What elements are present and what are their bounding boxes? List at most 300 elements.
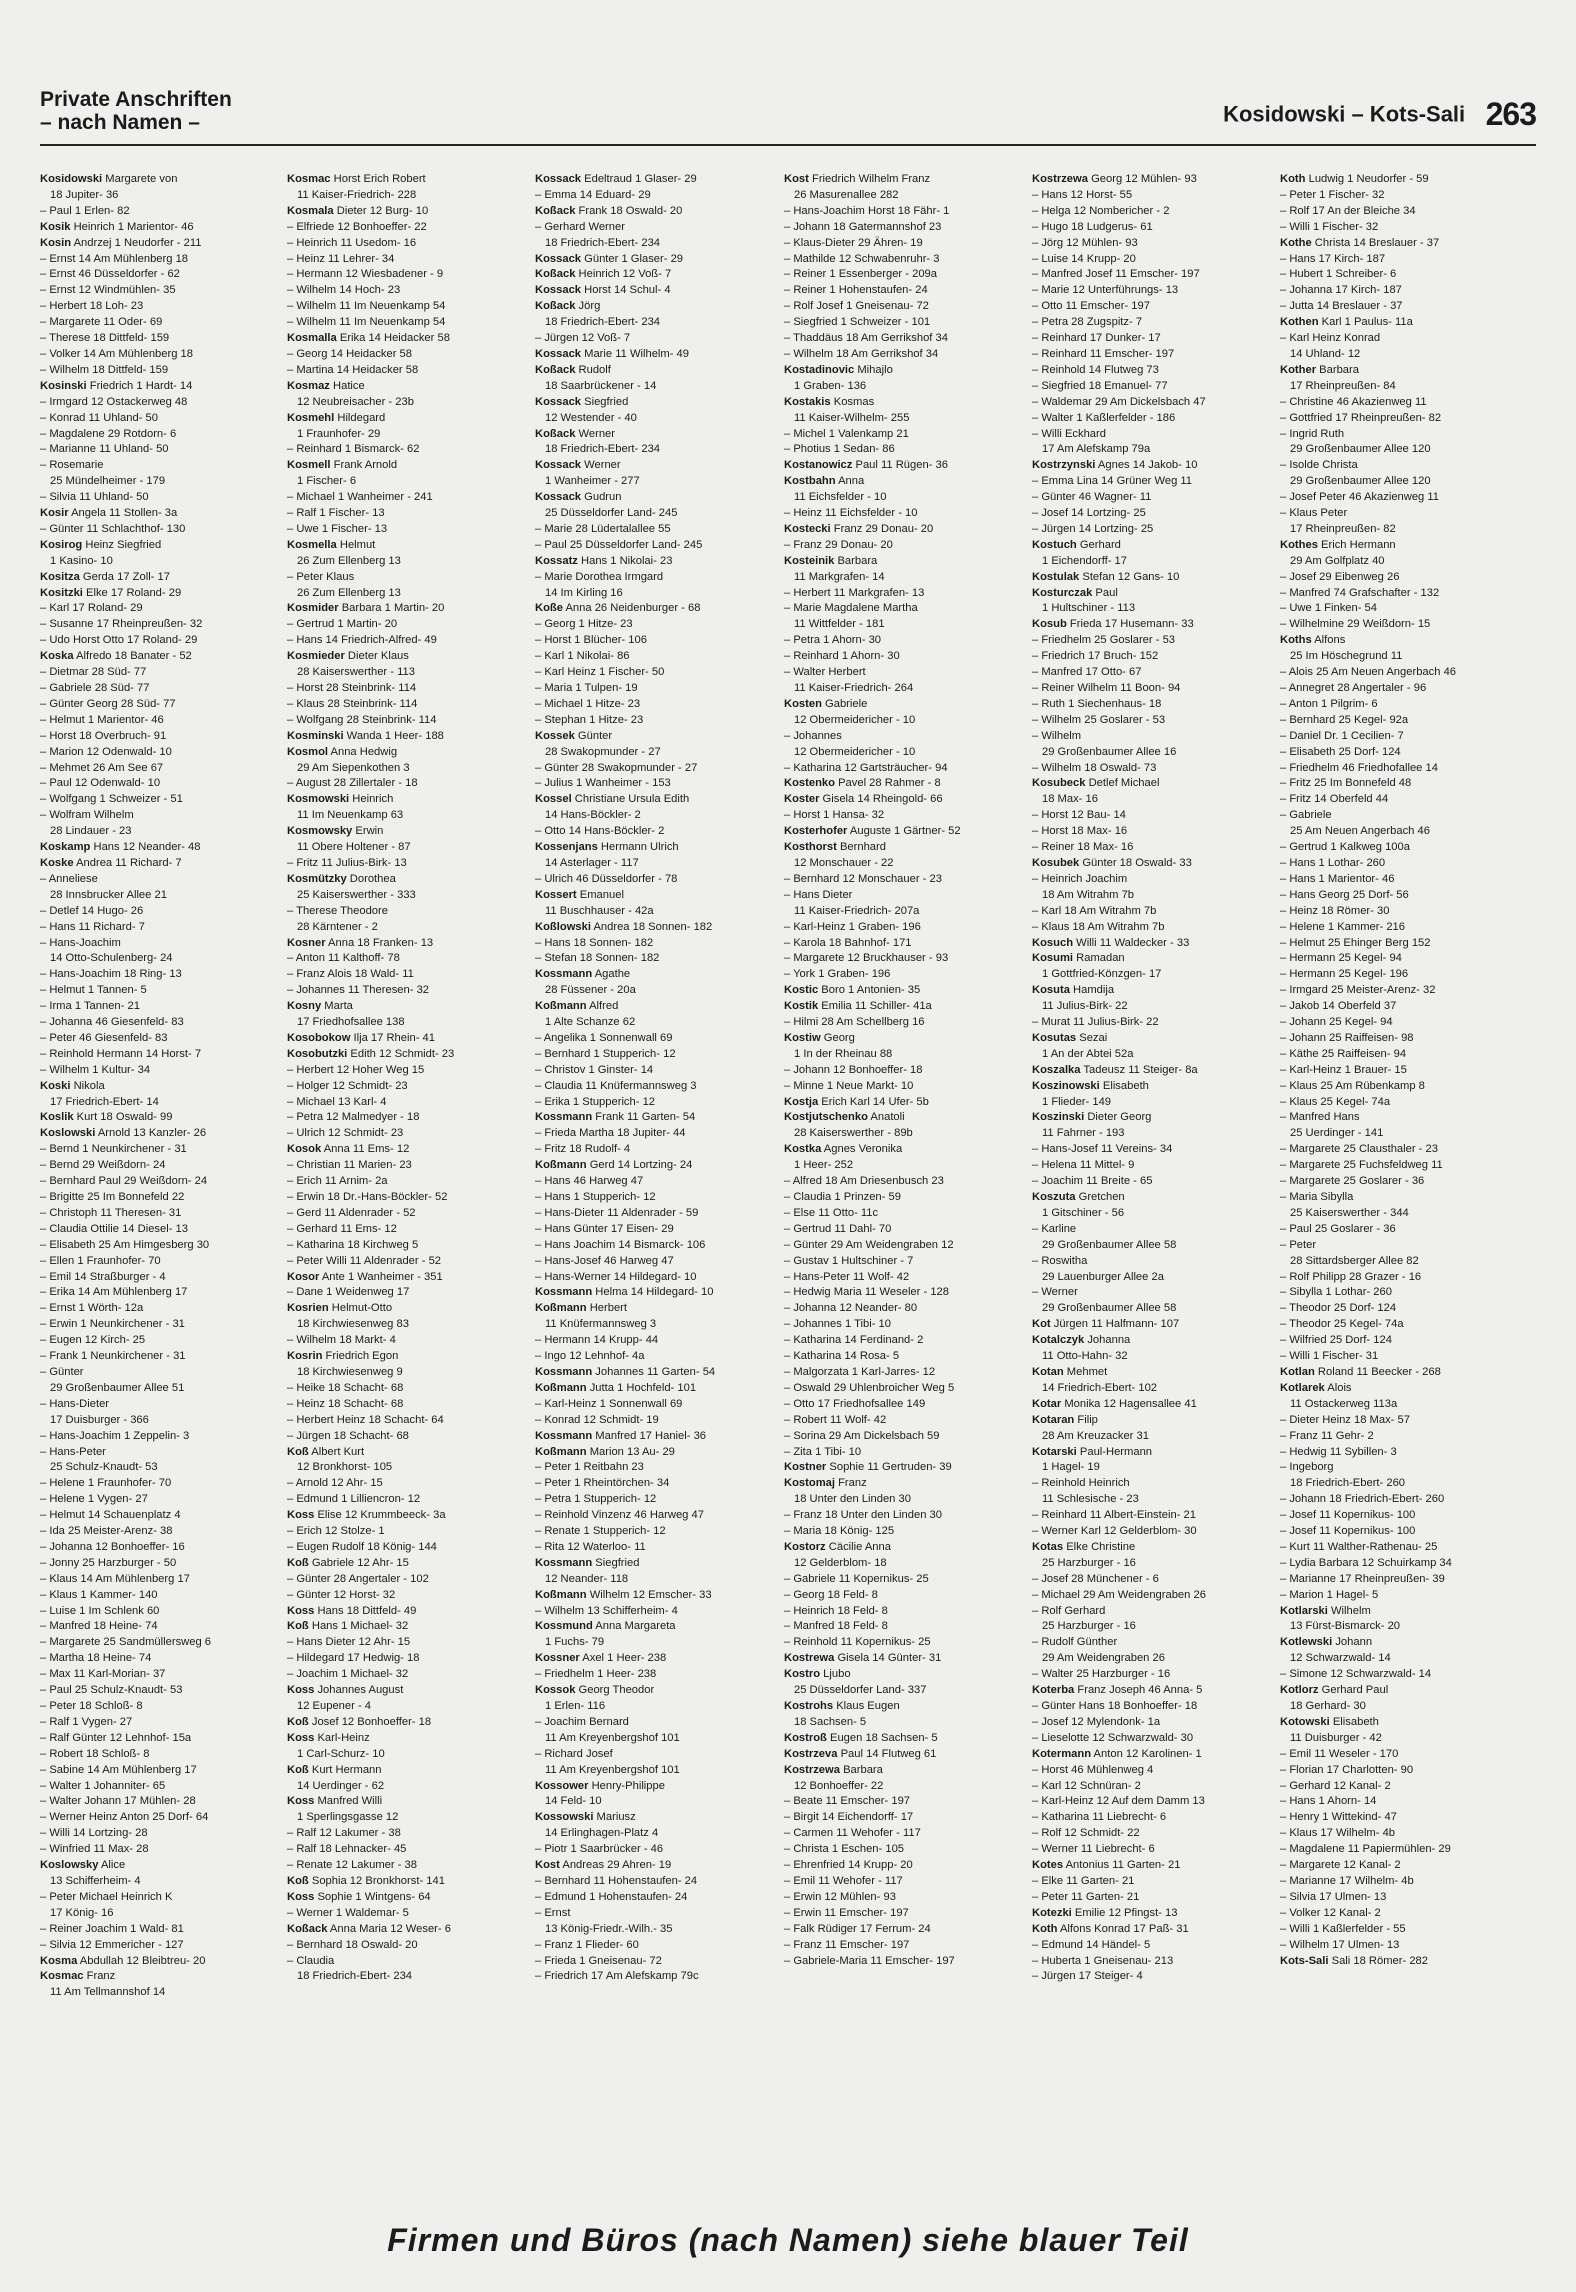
entry-line: – Gertrud 1 Kalkweg 100a [1280, 841, 1410, 854]
entry-line: – Brigitte 25 Im Bonnefeld 22 [40, 1191, 185, 1203]
entry-line: Kosirog Heinz Siegfried [40, 538, 162, 551]
entry-line: – Willi Eckhard [1032, 427, 1106, 440]
entry-line: – Reinhold Vinzenz 46 Harweg 47 [535, 1509, 704, 1522]
entry-line: Koßack Jörg [535, 300, 601, 313]
entry-line: – Helmut 14 Schauenplatz 4 [40, 1509, 181, 1522]
entry-line: – Renate 1 Stupperich- 12 [535, 1525, 666, 1538]
entry-line: Kost Andreas 29 Ahren- 19 [535, 1859, 672, 1872]
entry-line: – Wilhelmine 29 Weißdorn- 15 [1280, 618, 1431, 631]
entry-line: Koßmann Marion 13 Au- 29 [535, 1445, 675, 1458]
entry-line: Koss Sophie 1 Wintgens- 64 [287, 1890, 431, 1903]
entry-line: 28 Kaiserswerther - 89b [794, 1127, 913, 1140]
entry-line: Koßack Frank 18 Oswald- 20 [535, 204, 683, 217]
entry-line: – Lydia Barbara 12 Schuirkamp 34 [1280, 1556, 1452, 1569]
entry-line: – Simone 12 Schwarzwald- 14 [1280, 1668, 1432, 1681]
entry-line: – Reiner 18 Max- 16 [1032, 841, 1134, 854]
entry-line: 25 Schulz-Knaudt- 53 [50, 1461, 158, 1474]
entry-line: – Wilhelm 18 Markt- 4 [287, 1334, 396, 1347]
entry-line: Koß Josef 12 Bonhoeffer- 18 [287, 1715, 432, 1728]
entry-line: – Wilhelm 11 Im Neuenkamp 54 [287, 300, 446, 313]
entry-line: Koßack Anna Maria 12 Weser- 6 [287, 1922, 451, 1935]
entry-line: 11 Wittfelder - 181 [794, 618, 885, 631]
entry-line: – Edmund 14 Händel- 5 [1032, 1938, 1151, 1951]
entry-line: 28 Füssener - 20a [545, 984, 636, 997]
entry-line: 18 Friedrich-Ebert- 234 [297, 1970, 413, 1983]
entry-line: Kostro Ljubo [784, 1668, 851, 1681]
entry-line: 28 Kärntener - 2 [297, 920, 378, 933]
entry-line: – Manfred Hans [1280, 1111, 1360, 1124]
entry-line: – Günter 12 Horst- 32 [287, 1588, 396, 1601]
entry-line: Kosrien Helmut-Otto [287, 1302, 393, 1315]
entry-line: 11 Fahrner - 193 [1042, 1127, 1125, 1140]
entry-line: – Hans 1 Lothar- 260 [1280, 856, 1386, 869]
entry-line: – Carmen 11 Wehofer - 117 [784, 1827, 921, 1840]
entry-line: Koths Alfons [1280, 634, 1346, 647]
entry-line: – Erika 14 Am Mühlenberg 17 [40, 1286, 188, 1299]
entry-line: 25 Kaiserswerther - 344 [1290, 1206, 1409, 1219]
entry-line: – Ralf Günter 12 Lehnhof- 15a [40, 1731, 192, 1744]
entry-line: Koskamp Hans 12 Neander- 48 [40, 841, 201, 854]
entry-line: – Hans 11 Richard- 7 [40, 920, 145, 933]
entry-line: – Hermann 12 Wiesbadener - 9 [287, 268, 444, 281]
entry-line: – Hedwig Maria 11 Weseler - 128 [784, 1286, 949, 1299]
entry-line: 1 Carl-Schurz- 10 [297, 1747, 385, 1760]
entry-line: – Arnold 12 Ahr- 15 [287, 1477, 383, 1490]
entry-line: – Rolf Josef 1 Gneisenau- 72 [784, 300, 929, 313]
entry-line: 11 Otto-Hahn- 32 [1042, 1350, 1128, 1363]
entry-line: 11 Knüfermannsweg 3 [545, 1318, 657, 1331]
entry-line: – Wolfram Wilhelm [40, 809, 134, 822]
entry-line: – Isolde Christa [1280, 459, 1358, 472]
entry-line: 29 Lauenburger Allee 2a [1042, 1270, 1164, 1283]
entry-line: – Luise 1 Im Schlenk 60 [40, 1604, 160, 1617]
entry-line: – Edmund 1 Lilliencron- 12 [287, 1493, 421, 1506]
entry-line: 11 Schlesische - 23 [1042, 1493, 1139, 1506]
entry-line: – Helga 12 Nombericher - 2 [1032, 204, 1170, 217]
entry-line: – Josef 28 Münchener - 6 [1032, 1572, 1159, 1585]
entry-line: – Josef 29 Eibenweg 26 [1280, 570, 1400, 583]
entry-line: – Hans 46 Harweg 47 [535, 1175, 644, 1188]
entry-line: – Wilhelm 14 Hoch- 23 [287, 284, 401, 297]
entry-line: – Horst 18 Max- 16 [1032, 825, 1128, 838]
entry-line: 14 Asterlager - 117 [545, 856, 639, 869]
entry-line: – Hans-Joachim [40, 936, 121, 949]
entry-line: Kostbahn Anna [784, 475, 865, 488]
entry-line: – Margarete 11 Oder- 69 [40, 316, 163, 329]
entry-line: – Bernhard 25 Kegel- 92a [1280, 713, 1409, 726]
entry-line: 18 Friedrich-Ebert- 234 [545, 236, 661, 249]
entry-line: Kosmützky Dorothea [287, 872, 396, 885]
entry-line: Kostuch Gerhard [1032, 538, 1121, 551]
entry-line: Kotlewski Johann [1280, 1636, 1373, 1649]
entry-line: – Willi 14 Lortzing- 28 [40, 1827, 148, 1840]
entry-line: – Klaus 25 Am Rübenkamp 8 [1280, 1079, 1425, 1092]
entry-line: – Maria 18 König- 125 [784, 1525, 895, 1538]
entry-line: – Johann 25 Kegel- 94 [1280, 1016, 1393, 1029]
entry-line: – Klaus 18 Am Witrahm 7b [1032, 920, 1165, 933]
directory-column [1032, 172, 1270, 2202]
entry-line: Kosub Frieda 17 Husemann- 33 [1032, 618, 1194, 631]
entry-line: – Johannes [784, 729, 842, 742]
entry-line: Koßmann Gerd 14 Lortzing- 24 [535, 1159, 693, 1172]
entry-line: Kosmowsky Erwin [287, 825, 384, 838]
entry-line: – Reiner 1 Essenberger - 209a [784, 268, 937, 281]
entry-line: Kosmac Franz [40, 1970, 116, 1983]
entry-line: – Michael 13 Karl- 4 [287, 1095, 387, 1108]
entry-line: – Wilhelm 18 Dittfeld- 159 [40, 363, 169, 376]
entry-line: – Marianne 17 Rheinpreußen- 39 [1280, 1572, 1445, 1585]
entry-line: – Christian 11 Marien- 23 [287, 1159, 412, 1172]
entry-line: – Therese 18 Dittfeld- 159 [40, 332, 170, 345]
entry-line: – Murat 11 Julius-Birk- 22 [1032, 1016, 1159, 1029]
entry-line: – Margarete 25 Fuchsfeldweg 11 [1280, 1159, 1443, 1172]
entry-line: – Jutta 14 Breslauer - 37 [1280, 300, 1403, 313]
entry-line: Kostner Sophie 11 Gertruden- 39 [784, 1461, 952, 1474]
entry-line: Koszalka Tadeusz 11 Steiger- 8a [1032, 1063, 1198, 1076]
entry-line: 12 Schwarzwald- 14 [1290, 1652, 1391, 1665]
entry-line: – Falk Rüdiger 17 Ferrum- 24 [784, 1922, 931, 1935]
entry-line: Kosumi Ramadan [1032, 952, 1125, 965]
entry-line: Kostrohs Klaus Eugen [784, 1700, 900, 1712]
name-range: Kosidowski – Kots-Sali [1223, 101, 1466, 127]
entry-line: 1 Gottfried-Könzgen- 17 [1042, 968, 1162, 981]
entry-line: Kosin Andrzej 1 Neudorfer - 211 [40, 236, 202, 249]
entry-line: Kostiw Georg [784, 1031, 855, 1044]
entry-line: – Herbert 18 Loh- 23 [40, 300, 144, 313]
entry-line: Koß Kurt Hermann [287, 1763, 382, 1776]
entry-line: – Jürgen 14 Lortzing- 25 [1032, 522, 1154, 535]
entry-line: 25 Harzburger - 16 [1042, 1620, 1136, 1633]
entry-line: – Mehmet 26 Am See 67 [40, 761, 164, 774]
entry-line: – Gerd 11 Aldenrader - 52 [287, 1206, 416, 1219]
entry-line: Koster Gisela 14 Rheingold- 66 [784, 793, 943, 806]
directory-column [784, 172, 1022, 2202]
entry-line: 29 Großenbaumer Allee 58 [1042, 1302, 1177, 1315]
entry-line: – Friedhelm 1 Heer- 238 [535, 1668, 657, 1681]
entry-line: – Hans Georg 25 Dorf- 56 [1280, 888, 1409, 901]
entry-line: – Georg 14 Heidacker 58 [287, 347, 413, 360]
entry-line: – Claudia Ottilie 14 Diesel- 13 [40, 1222, 188, 1235]
entry-line: – Therese Theodore [287, 904, 388, 917]
entry-line: Koslowsky Alice [40, 1859, 126, 1872]
entry-line: – Johann 18 Friedrich-Ebert- 260 [1280, 1493, 1445, 1506]
entry-line: – Ernst 12 Windmühlen- 35 [40, 284, 176, 297]
entry-line: – Karl 17 Roland- 29 [40, 602, 143, 615]
entry-line: – Silvia 17 Ulmen- 13 [1280, 1890, 1387, 1903]
entry-line: Kossmann Johannes 11 Garten- 54 [535, 1365, 716, 1378]
entry-line: – Kurt 11 Walther-Rathenau- 25 [1280, 1540, 1438, 1553]
entry-line: – Herbert Heinz 18 Schacht- 64 [287, 1413, 444, 1426]
entry-line: – Dietmar 28 Süd- 77 [40, 666, 147, 679]
entry-line: 14 Erlinghagen-Platz 4 [545, 1827, 659, 1840]
entry-line: – Michael 1 Hitze- 23 [535, 697, 641, 710]
entry-line: – Emil 11 Weseler - 170 [1280, 1747, 1399, 1760]
entry-line: – Ehrenfried 14 Krupp- 20 [784, 1859, 913, 1872]
entry-line: – Minne 1 Neue Markt- 10 [784, 1079, 914, 1092]
entry-line: – Jürgen 18 Schacht- 68 [287, 1429, 409, 1442]
entry-line: – Hans 17 Kirch- 187 [1280, 252, 1386, 265]
entry-line: 25 Uerdinger - 141 [1290, 1127, 1384, 1140]
entry-line: – Johanna 17 Kirch- 187 [1280, 284, 1402, 297]
entry-line: – Gertrud 1 Martin- 20 [287, 618, 398, 631]
entry-line: – Claudia 11 Knüfermannsweg 3 [535, 1079, 697, 1092]
entry-line: 18 Kirchwiesenweg 83 [297, 1318, 409, 1331]
entry-line: 12 Eupener - 4 [297, 1700, 372, 1712]
entry-line: 14 Uerdinger - 62 [297, 1779, 385, 1792]
entry-line: Kosminski Wanda 1 Heer- 188 [287, 729, 444, 742]
entry-line: – Wolfgang 28 Steinbrink- 114 [287, 713, 437, 726]
entry-line: – Helmut 1 Tannen- 5 [40, 984, 147, 997]
entry-line: Koß Sophia 12 Bronkhorst- 141 [287, 1874, 445, 1887]
entry-line: – Richard Josef [535, 1747, 613, 1760]
entry-line: 14 Otto-Schulenberg- 24 [50, 952, 173, 965]
entry-line: – Christov 1 Ginster- 14 [535, 1063, 654, 1076]
entry-line: Kotes Antonius 11 Garten- 21 [1032, 1859, 1181, 1872]
entry-line: – Marianne 11 Uhland- 50 [40, 443, 169, 456]
entry-line: – Karl Heinz Konrad [1280, 332, 1381, 345]
entry-line: – Herbert 11 Markgrafen- 13 [784, 586, 925, 599]
entry-line: – Theodor 25 Dorf- 124 [1280, 1302, 1397, 1315]
entry-line: Kothe Christa 14 Breslauer - 37 [1280, 236, 1440, 249]
entry-line: 17 Rheinpreußen- 82 [1290, 522, 1396, 535]
entry-line: – Annegret 28 Angertaler - 96 [1280, 682, 1427, 694]
entry-line: – Hans 12 Horst- 55 [1032, 188, 1133, 201]
entry-line: – Marianne 17 Wilhelm- 4b [1280, 1874, 1414, 1887]
entry-line: – Julius 1 Wanheimer - 153 [535, 777, 671, 790]
entry-line: 28 Kaiserswerther - 113 [297, 666, 415, 679]
entry-line: – August 28 Zillertaler - 18 [287, 777, 418, 790]
entry-line: – Paul 25 Schulz-Knaudt- 53 [40, 1684, 183, 1697]
entry-line: Kostrzynski Agnes 14 Jakob- 10 [1032, 459, 1198, 472]
entry-line: 12 Gelderblom- 18 [794, 1556, 887, 1569]
entry-line: – Reinhard 1 Ahorn- 30 [784, 650, 900, 663]
entry-line: – Hans-Joachim 18 Ring- 13 [40, 968, 182, 981]
entry-line: Kossmann Manfred 17 Haniel- 36 [535, 1429, 707, 1442]
entry-line: – Johann 25 Raiffeisen- 98 [1280, 1031, 1414, 1044]
entry-line: – Walter Johann 17 Mühlen- 28 [40, 1795, 196, 1808]
entry-line: – Emil 14 Straßburger - 4 [40, 1270, 166, 1283]
entry-line: – Paul 12 Odenwald- 10 [40, 777, 161, 790]
entry-line: – Waldemar 29 Am Dickelsbach 47 [1032, 395, 1206, 408]
entry-line: 12 Westender - 40 [545, 411, 637, 424]
entry-line: – Werner Karl 12 Gelderblom- 30 [1032, 1525, 1197, 1538]
entry-line: – Magdalene 29 Rotdorn- 6 [40, 427, 177, 440]
entry-line: – Otto 17 Friedhofsallee 149 [784, 1397, 926, 1410]
entry-line: Kotar Monika 12 Hagensallee 41 [1032, 1397, 1197, 1410]
entry-line: – Peter 46 Giesenfeld- 83 [40, 1031, 168, 1044]
entry-line: – Jürgen 17 Steiger- 4 [1032, 1970, 1143, 1983]
entry-line: 14 Hans-Böckler- 2 [545, 809, 641, 822]
entry-line: 11 Duisburger - 42 [1290, 1731, 1382, 1744]
entry-line: 12 Neubreisacher - 23b [297, 395, 414, 408]
entry-line: Koske Andrea 11 Richard- 7 [40, 856, 182, 869]
entry-line: 29 Großenbaumer Allee 120 [1290, 475, 1431, 488]
entry-line: – Günter 28 Swakopmunder - 27 [535, 761, 698, 774]
entry-line: – Werner Heinz Anton 25 Dorf- 64 [40, 1811, 209, 1824]
entry-line: – Hans 1 Marientor- 46 [1280, 872, 1395, 885]
entry-line: – Emma Lina 14 Grüner Weg 11 [1032, 475, 1193, 488]
entry-line: Kostrzewa Barbara [784, 1763, 883, 1776]
entry-line: – Horst 18 Overbruch- 91 [40, 729, 167, 742]
entry-line: Koss Karl-Heinz [287, 1731, 370, 1744]
entry-line: – Ernst 1 Wörth- 12a [40, 1302, 144, 1315]
entry-line: – Ruth 1 Siechenhaus- 18 [1032, 697, 1162, 710]
entry-line: – Hans 1 Stupperich- 12 [535, 1191, 656, 1203]
entry-line: – Reinhard 17 Dunker- 17 [1032, 332, 1161, 345]
entry-line: – Wilhelm 18 Oswald- 73 [1032, 761, 1157, 774]
entry-line: – Emil 11 Wehofer - 117 [784, 1874, 903, 1887]
entry-line: – Friedhelm 25 Goslarer - 53 [1032, 634, 1176, 647]
entry-line: – Paul 25 Goslarer - 36 [1280, 1222, 1396, 1235]
entry-line: – Franz 29 Donau- 20 [784, 538, 893, 551]
entry-line: – Katharina 11 Liebrecht- 6 [1032, 1811, 1167, 1824]
entry-line: Kostadinovic Mihajlo [784, 363, 893, 376]
entry-line: Kotlarek Alois [1280, 1381, 1352, 1394]
entry-line: – Johannes 1 Tibi- 10 [784, 1318, 891, 1331]
entry-line: Kothes Erich Hermann [1280, 538, 1396, 551]
entry-line: – Hans-Dieter [40, 1397, 110, 1410]
entry-line: – Maria 1 Tulpen- 19 [535, 682, 638, 694]
entry-line: – Bernhard 12 Monschauer - 23 [784, 872, 942, 885]
entry-line: – Fritz 14 Oberfeld 44 [1280, 793, 1389, 806]
entry-line: – Dieter Heinz 18 Max- 57 [1280, 1413, 1410, 1426]
entry-line: – Sorina 29 Am Dickelsbach 59 [784, 1429, 940, 1442]
entry-line: – Petra 1 Ahorn- 30 [784, 634, 882, 647]
entry-line: – Silvia 11 Uhland- 50 [40, 491, 149, 504]
entry-line: – Walter 1 Johanniter- 65 [40, 1779, 166, 1792]
entry-line: 1 Wanheimer - 277 [545, 475, 640, 488]
entry-line: – Anton 1 Pilgrim- 6 [1280, 697, 1378, 710]
entry-line: 17 Friedrich-Ebert- 14 [50, 1095, 159, 1108]
page-header [40, 82, 1536, 146]
entry-line: – Piotr 1 Saarbrücker - 46 [535, 1843, 664, 1856]
entry-line: Kotlorz Gerhard Paul [1280, 1684, 1389, 1697]
entry-line: – Helmut 25 Ehinger Berg 152 [1280, 936, 1431, 949]
entry-line: Kosuch Willi 11 Waldecker - 33 [1032, 936, 1190, 949]
entry-line: – Klaus 28 Steinbrink- 114 [287, 697, 418, 710]
entry-line: – Helene 1 Kammer- 216 [1280, 920, 1405, 933]
directory-column [287, 172, 525, 2202]
entry-line: Kossek Günter [535, 729, 613, 742]
entry-line: – Karline [1032, 1222, 1077, 1235]
entry-line: 1 Sperlingsgasse 12 [297, 1811, 399, 1824]
entry-line: – Hans 18 Sonnen- 182 [535, 936, 654, 949]
entry-line: – Jonny 25 Harzburger - 50 [40, 1556, 177, 1569]
entry-line: 18 Am Witrahm 7b [1042, 888, 1135, 901]
entry-line: Kossack Gudrun [535, 491, 622, 504]
entry-line: – Huberta 1 Gneisenau- 213 [1032, 1954, 1174, 1967]
entry-line: – Gabriele [1280, 809, 1332, 822]
entry-line: Kostanowicz Paul 11 Rügen- 36 [784, 459, 948, 472]
entry-line: Kosterhofer Auguste 1 Gärtner- 52 [784, 825, 961, 838]
entry-line: 11 Eichsfelder - 10 [794, 491, 887, 504]
entry-line: – Klaus 25 Kegel- 74a [1280, 1095, 1391, 1108]
entry-line: Kosutas Sezai [1032, 1031, 1108, 1044]
entry-line: – Horst 1 Hansa- 32 [784, 809, 885, 822]
entry-line: Koßack Rudolf [535, 363, 611, 376]
entry-line: – Petra 28 Zugspitz- 7 [1032, 316, 1143, 329]
entry-line: – Rolf Philipp 28 Grazer - 16 [1280, 1270, 1422, 1283]
entry-line: – Gabriele 11 Kopernikus- 25 [784, 1572, 929, 1585]
entry-line: 11 Markgrafen- 14 [794, 570, 885, 583]
entry-line: – Hans Günter 17 Eisen- 29 [535, 1222, 674, 1235]
entry-line: – Reinhold 14 Flutweg 73 [1032, 363, 1159, 376]
entry-line: Kossmann Frank 11 Garten- 54 [535, 1111, 696, 1124]
entry-line: Koßmann Jutta 1 Hochfeld- 101 [535, 1381, 697, 1394]
entry-line: – Theodor 25 Kegel- 74a [1280, 1318, 1404, 1331]
entry-line: 11 Obere Holtener - 87 [297, 841, 411, 854]
entry-line: 13 Schifferheim- 4 [50, 1874, 141, 1887]
entry-line: – Franz Alois 18 Wald- 11 [287, 968, 414, 981]
entry-line: – Karl Heinz 1 Fischer- 50 [535, 666, 665, 679]
entry-line: Kosmehl Hildegard [287, 411, 386, 424]
entry-line: Kotowski Elisabeth [1280, 1715, 1379, 1728]
entry-line: – Katharina 12 Gartsträucher- 94 [784, 761, 948, 774]
entry-line: Kosor Ante 1 Wanheimer - 351 [287, 1270, 443, 1283]
entry-line: – Mathilde 12 Schwabenruhr- 3 [784, 252, 940, 265]
entry-line: Kost Friedrich Wilhelm Franz [784, 173, 931, 185]
entry-line: – Claudia [287, 1954, 335, 1967]
entry-line: Koth Ludwig 1 Neudorfer - 59 [1280, 173, 1429, 185]
entry-line: 28 Lindauer - 23 [50, 825, 132, 838]
entry-line: – Birgit 14 Eichendorff- 17 [784, 1811, 914, 1824]
entry-line: 29 Großenbaumer Allee 120 [1290, 443, 1431, 456]
entry-line: 1 Fraunhofer- 29 [297, 427, 381, 440]
entry-line: 11 Kaiser-Wilhelm- 255 [794, 411, 910, 424]
entry-line: – Reinhold Hermann 14 Horst- 7 [40, 1047, 202, 1060]
entry-line: Koslik Kurt 18 Oswald- 99 [40, 1111, 173, 1124]
entry-line: Koss Hans 18 Dittfeld- 49 [287, 1604, 417, 1617]
entry-line: – Stefan 18 Sonnen- 182 [535, 952, 660, 965]
entry-line: – Reinhard 11 Albert-Einstein- 21 [1032, 1509, 1196, 1522]
entry-line: 11 Kaiser-Friedrich- 228 [297, 188, 417, 201]
entry-line: Koss Manfred Willi [287, 1795, 383, 1808]
entry-line: – Franz 11 Gehr- 2 [1280, 1429, 1374, 1442]
footer-note: Firmen und Büros (nach Namen) siehe blauer Teil [387, 2222, 1189, 2258]
entry-line: 11 Julius-Birk- 22 [1042, 1000, 1128, 1013]
entry-line: – Volker 12 Kanal- 2 [1280, 1906, 1381, 1919]
entry-line: 12 Monschauer - 22 [794, 856, 894, 869]
entry-line: – Horst 1 Blücher- 106 [535, 634, 647, 647]
entry-line: – Karola 18 Bahnhof- 171 [784, 936, 912, 949]
entry-line: Kosubeck Detlef Michael [1032, 777, 1160, 790]
entry-line: – Elfriede 12 Bonhoeffer- 22 [287, 220, 427, 233]
entry-line: – Petra 1 Stupperich- 12 [535, 1493, 657, 1506]
entry-line: – Claudia 1 Prinzen- 59 [784, 1191, 901, 1203]
entry-line: Kostrewa Gisela 14 Günter- 31 [784, 1652, 942, 1665]
entry-line: 29 Großenbaumer Allee 51 [50, 1381, 185, 1394]
entry-line: 25 Düsseldorfer Land- 245 [545, 507, 678, 520]
entry-line: – Joachim 11 Breite - 65 [1032, 1175, 1153, 1188]
entry-line: – Helena 11 Mittel- 9 [1032, 1159, 1135, 1172]
entry-line: – Günter Georg 28 Süd- 77 [40, 697, 176, 710]
entry-line: – Susanne 17 Rheinpreußen- 32 [40, 618, 203, 631]
entry-line: – Josef 11 Kopernikus- 100 [1280, 1525, 1416, 1538]
entry-line: – Fritz 18 Rudolf- 4 [535, 1143, 631, 1156]
entry-line: – Rudolf Günther [1032, 1636, 1118, 1649]
section-title-line1: Private Anschriften [40, 88, 232, 111]
entry-line: Kostic Boro 1 Antonien- 35 [784, 984, 921, 997]
entry-line: – Elisabeth 25 Am Himgesberg 30 [40, 1238, 210, 1251]
entry-line: – Günter [40, 1365, 84, 1378]
entry-line: – Franz 1 Flieder- 60 [535, 1938, 639, 1951]
entry-line: – Bernhard 1 Stupperich- 12 [535, 1047, 676, 1060]
entry-line: – Günter 46 Wagner- 11 [1032, 491, 1152, 504]
entry-line: – Ellen 1 Fraunhofer- 70 [40, 1254, 161, 1267]
entry-line: – Christa 1 Eschen- 105 [784, 1843, 905, 1856]
entry-line: – Wilhelm 11 Im Neuenkamp 54 [287, 316, 446, 329]
entry-line: – Roswitha [1032, 1254, 1088, 1267]
